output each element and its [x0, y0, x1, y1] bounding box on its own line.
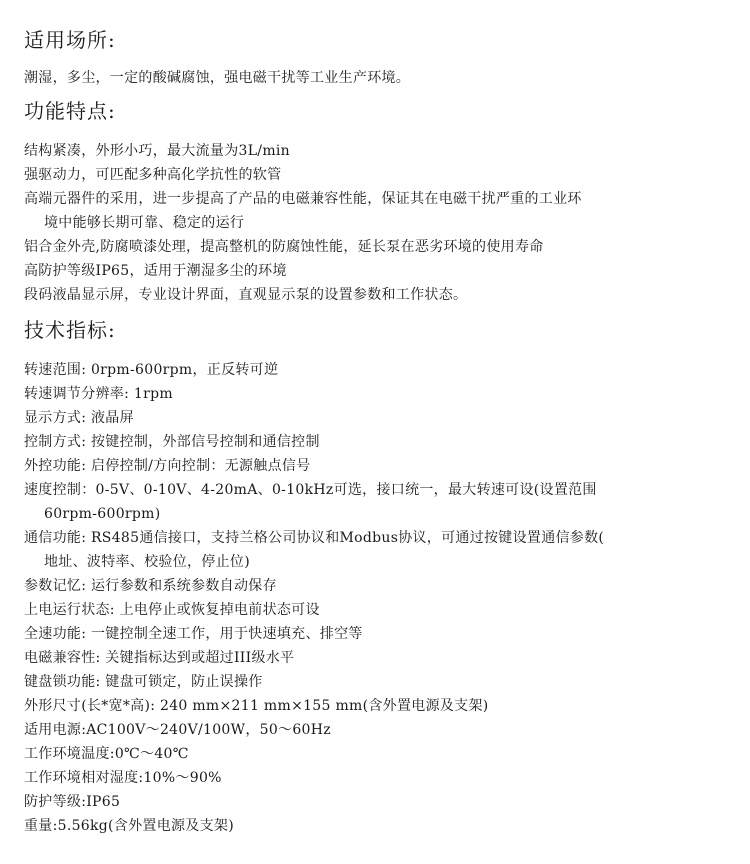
text-line: 境中能够长期可靠、稳定的运行 [44, 215, 245, 231]
heading-technical-specs: 技术指标: [24, 318, 116, 342]
spec-line: 电磁兼容性: 关键指标达到或超过III级水平 [24, 650, 295, 666]
heading-application-sites: 适用场所: [24, 28, 116, 52]
spec-line: 显示方式: 液晶屏 [24, 410, 134, 426]
spec-line: 防护等级:IP65 [24, 794, 121, 810]
spec-line: 通信功能: RS485通信接口，支持兰格公司协议和Modbus协议，可通过按键设置通信参数( [24, 530, 605, 546]
spec-line: 控制方式: 按键控制，外部信号控制和通信控制 [24, 434, 320, 450]
spec-line: 重量:5.56kg(含外置电源及支架) [24, 818, 234, 834]
heading-features: 功能特点: [24, 99, 116, 123]
text-line: 潮湿，多尘，一定的酸碱腐蚀，强电磁干扰等工业生产环境。 [24, 70, 411, 86]
spec-line: 转速调节分辨率: 1rpm [24, 386, 173, 402]
spec-line: 转速范围: 0rpm-600rpm，正反转可逆 [24, 362, 279, 378]
spec-line: 适用电源:AC100V～240V/100W，50～60Hz [24, 722, 331, 738]
spec-line: 全速功能: 一键控制全速工作，用于快速填充、排空等 [24, 626, 363, 642]
spec-line: 键盘锁功能: 键盘可锁定，防止误操作 [24, 674, 263, 690]
spec-line: 60rpm-600rpm) [44, 506, 161, 522]
text-line: 强驱动力，可匹配多种高化学抗性的软管 [24, 167, 282, 183]
text-line: 铝合金外壳,防腐喷漆处理，提高整机的防腐蚀性能，延长泵在恶劣环境的使用寿命 [24, 239, 544, 255]
text-line: 高端元器件的采用，进一步提高了产品的电磁兼容性能，保证其在电磁干扰严重的工业环 [24, 191, 582, 207]
text-line: 高防护等级IP65，适用于潮湿多尘的环境 [24, 263, 287, 279]
spec-line: 参数记忆: 运行参数和系统参数自动保存 [24, 578, 277, 594]
spec-line: 工作环境相对湿度:10%～90% [24, 770, 222, 786]
text-line: 段码液晶显示屏，专业设计界面，直观显示泵的设置参数和工作状态。 [24, 287, 468, 303]
spec-line: 上电运行状态: 上电停止或恢复掉电前状态可设 [24, 602, 320, 618]
spec-line: 外控功能: 启停控制/方向控制：无源触点信号 [24, 458, 311, 474]
spec-line: 速度控制：0-5V、0-10V、4-20mA、0-10kHz可选，接口统一，最大转速可设(设置范围 [24, 482, 597, 498]
spec-line: 外形尺寸(长*宽*高): 240 mm×211 mm×155 mm(含外置电源及支架) [24, 698, 489, 714]
spec-line: 地址、波特率、校验位，停止位) [44, 554, 250, 570]
spec-line: 工作环境温度:0℃～40℃ [24, 746, 189, 762]
text-line: 结构紧凑，外形小巧，最大流量为3L/min [24, 143, 290, 159]
